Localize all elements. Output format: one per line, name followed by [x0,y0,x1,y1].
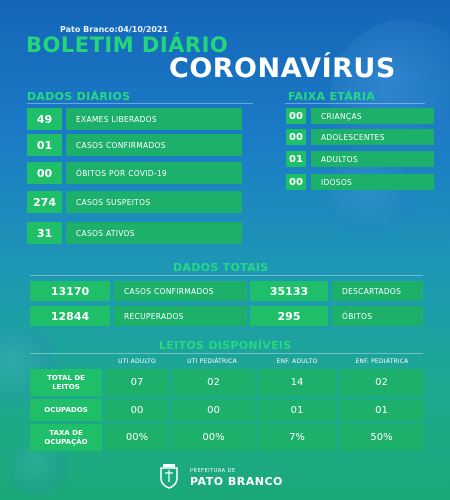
footer-prefeitura: PREFEITURA DE [190,468,236,474]
bulletin-subtitle: CORONAVÍRUS [169,53,396,84]
bulletin-date: Pato Branco:04/10/2021 [60,25,169,34]
daily-row [27,191,242,213]
table-cell: 07 [105,369,169,396]
total-label: ÓBITOS [332,306,423,326]
age-row [286,151,434,167]
coat-of-arms-logo [159,463,179,489]
row-header-taxa-ocupacao [30,424,102,451]
section-title-leitos: LEITOS DISPONÍVEIS [159,339,292,352]
daily-row [27,108,242,130]
daily-label: ÓBITOS POR COVID-19 [66,162,242,184]
table-cell: 50% [339,424,424,451]
column-header-enf-adulto: ENF. ADULTO [276,357,318,365]
table-cell: 01 [258,399,336,421]
bulletin-title: BOLETIM DIÁRIO [26,33,229,57]
divider [30,275,423,276]
total-label: CASOS CONFIRMADOS [114,281,247,301]
daily-label: CASOS ATIVOS [66,222,242,244]
age-row [286,108,434,124]
table-cell: 00% [105,424,169,451]
daily-row [27,222,242,244]
daily-value: 49 [27,108,62,130]
daily-label: EXAMES LIBERADOS [66,108,242,130]
total-row [30,281,247,301]
age-value: 00 [286,108,306,124]
total-label: RECUPERADOS [114,306,247,326]
row-header-line: TAXA DE [49,428,83,437]
row-header-ocupados [30,399,102,421]
row-header-total-leitos [30,369,102,396]
age-row [286,129,434,145]
total-value: 295 [250,306,328,326]
table-cell: 02 [172,369,255,396]
age-row [286,174,434,190]
divider [30,353,423,354]
daily-row [27,162,242,184]
table-cell: 00 [105,399,169,421]
table-cell: 02 [339,369,424,396]
age-label: CRIANÇAS [311,108,434,124]
age-label: IDOSOS [311,174,434,190]
section-title-dados-diarios: DADOS DIÁRIOS [27,90,131,103]
table-cell: 14 [258,369,336,396]
column-header-enf-pediatrica: ENF. PEDIÁTRICA [355,357,409,365]
age-value: 00 [286,174,306,190]
daily-value: 31 [27,222,62,244]
section-title-faixa-etaria: FAIXA ETÁRIA [288,90,376,103]
divider [285,103,425,104]
daily-label: CASOS SUSPEITOS [66,191,242,213]
table-cell: 7% [258,424,336,451]
daily-value: 274 [27,191,62,213]
column-header-uti-adulto: UTI ADULTO [118,357,156,365]
daily-value: 00 [27,162,62,184]
total-row [250,281,423,301]
daily-label: CASOS CONFIRMADOS [66,134,242,156]
divider [27,103,253,104]
total-value: 35133 [250,281,328,301]
column-header-uti-pediatrica: UTI PEDIÁTRICA [187,357,237,365]
table-cell: 00% [172,424,255,451]
daily-value: 01 [27,134,62,156]
total-value: 12844 [30,306,110,326]
section-title-dados-totais: DADOS TOTAIS [173,261,269,274]
daily-row [27,134,242,156]
row-header-line: TOTAL DE [47,373,85,382]
total-row [250,306,423,326]
age-label: ADULTOS [311,151,434,167]
total-value: 13170 [30,281,110,301]
row-header-line: OCUPAÇÃO [44,437,88,446]
total-label: DESCARTADOS [332,281,423,301]
table-cell: 00 [172,399,255,421]
age-value: 01 [286,151,306,167]
total-row [30,306,247,326]
age-label: ADOLESCENTES [311,129,434,145]
row-header-line: OCUPADOS [44,405,88,414]
age-value: 00 [286,129,306,145]
table-cell: 01 [339,399,424,421]
row-header-line: LEITOS [52,382,80,391]
footer-city: PATO BRANCO [190,475,283,488]
